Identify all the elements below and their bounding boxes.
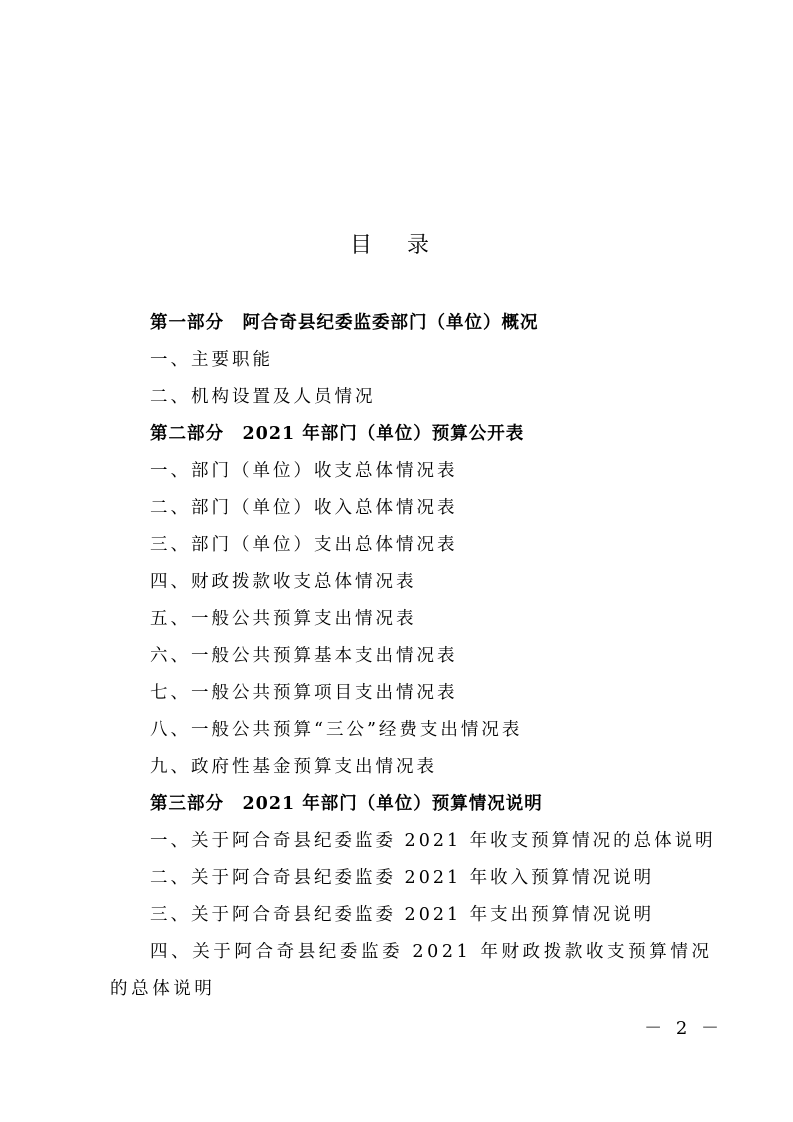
toc-item: 五、一般公共预算支出情况表 bbox=[150, 609, 417, 629]
toc-part-heading: 第三部分 2021 年部门（单位）预算情况说明 bbox=[150, 794, 543, 814]
toc-item: 八、一般公共预算“三公”经费支出情况表 bbox=[150, 720, 523, 740]
toc-item: 一、部门（单位）收支总体情况表 bbox=[150, 461, 458, 481]
toc-part-heading: 第二部分 2021 年部门（单位）预算公开表 bbox=[150, 424, 525, 444]
table-of-contents bbox=[110, 305, 728, 1008]
toc-item: 六、一般公共预算基本支出情况表 bbox=[150, 646, 458, 666]
toc-item: 一、关于阿合奇县纪委监委 2021 年收支预算情况的总体说明 bbox=[150, 831, 716, 851]
toc-item: 二、关于阿合奇县纪委监委 2021 年收入预算情况说明 bbox=[150, 868, 655, 888]
toc-part-heading: 第一部分 阿合奇县纪委监委部门（单位）概况 bbox=[150, 313, 539, 333]
toc-item: 一、主要职能 bbox=[150, 350, 273, 370]
toc-item: 九、政府性基金预算支出情况表 bbox=[150, 757, 437, 777]
toc-item: 二、机构设置及人员情况 bbox=[150, 387, 376, 407]
toc-item: 三、关于阿合奇县纪委监委 2021 年支出预算情况说明 bbox=[150, 905, 655, 925]
toc-item: 四、财政拨款收支总体情况表 bbox=[150, 572, 417, 592]
toc-item: 四、关于阿合奇县纪委监委 2021 年财政拨款收支预算情况的总体说明 bbox=[110, 942, 713, 999]
toc-item: 二、部门（单位）收入总体情况表 bbox=[150, 498, 458, 518]
toc-item: 七、一般公共预算项目支出情况表 bbox=[150, 683, 458, 703]
toc-item: 三、部门（单位）支出总体情况表 bbox=[150, 535, 458, 555]
page-number: － 2 － bbox=[644, 1018, 723, 1039]
page-title: 目 录 bbox=[350, 233, 443, 258]
